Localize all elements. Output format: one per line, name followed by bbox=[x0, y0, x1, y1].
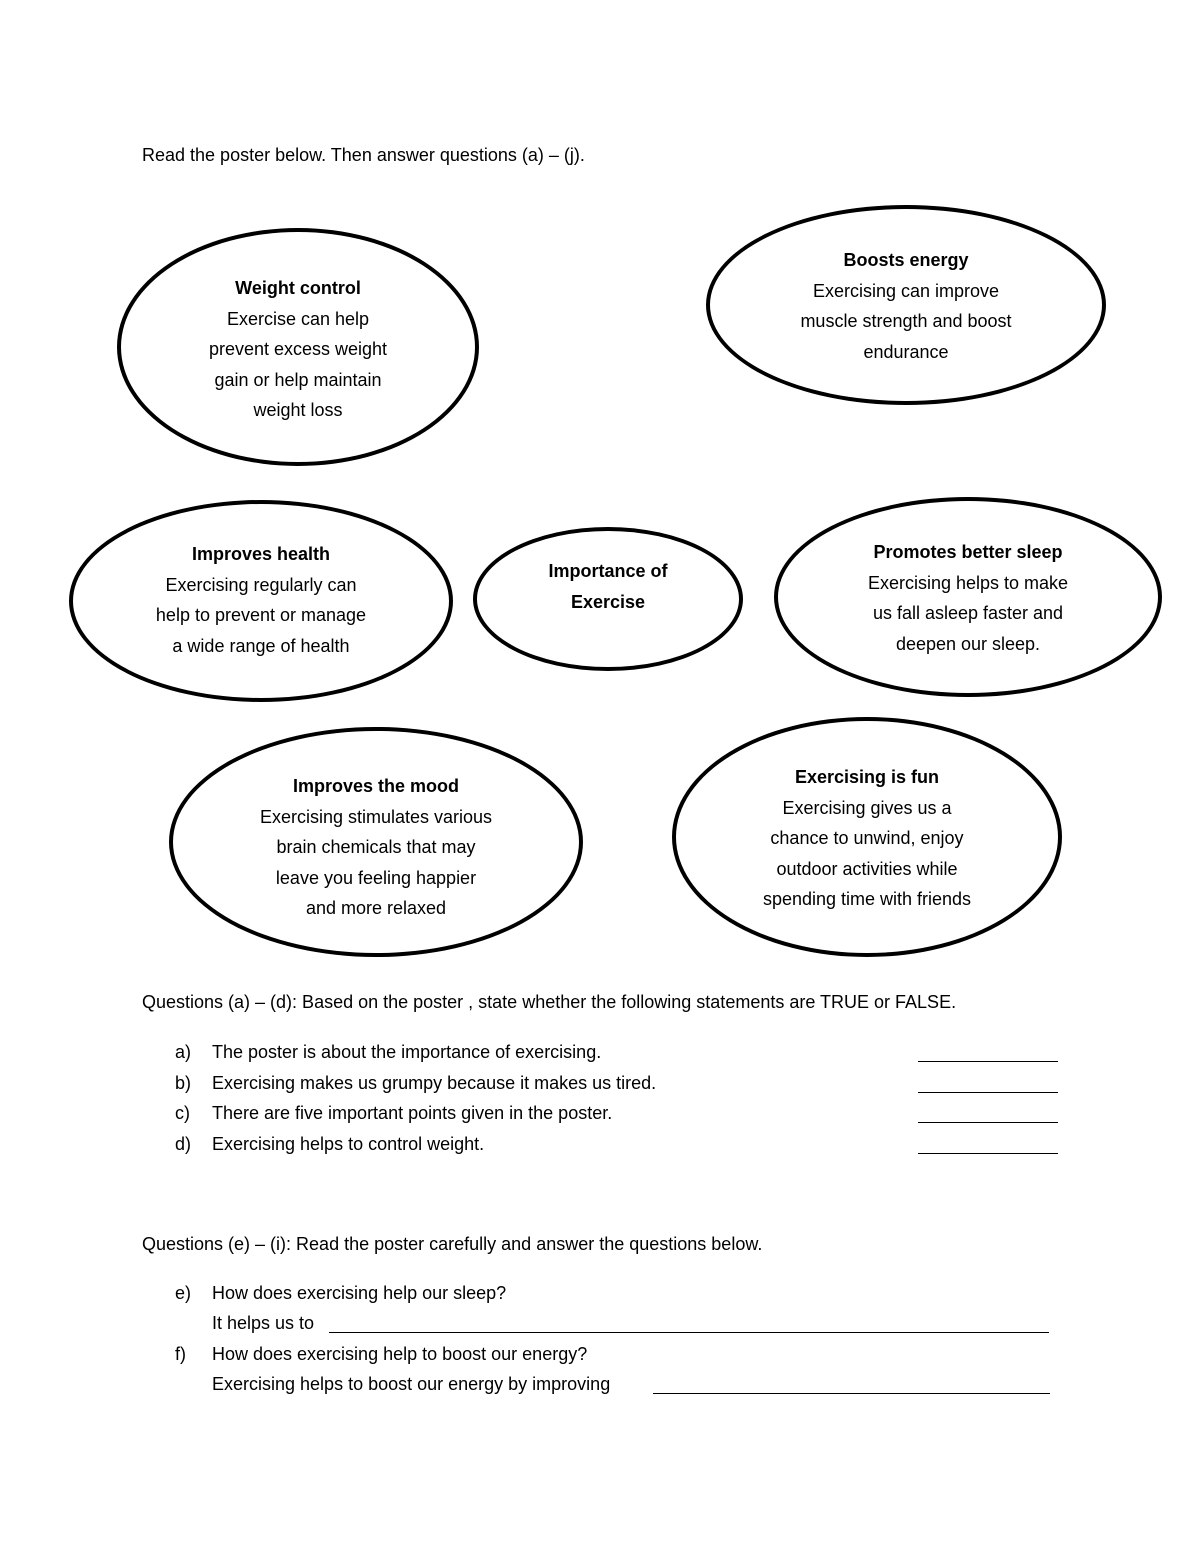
improves-mood-line: and more relaxed bbox=[305, 898, 447, 918]
boosts-energy-line: endurance bbox=[863, 341, 949, 362]
answer-prompt-e: It helps us to bbox=[212, 1313, 315, 1333]
question-e bbox=[175, 1283, 506, 1304]
question-letter: f) bbox=[175, 1344, 186, 1364]
question-letter: a) bbox=[175, 1042, 192, 1062]
improves-mood-line: Exercising stimulates various bbox=[259, 806, 493, 827]
answer-blank-a[interactable] bbox=[918, 1061, 1058, 1062]
weight-control-line: prevent excess weight bbox=[208, 339, 388, 359]
better-sleep-title: Promotes better sleep bbox=[873, 542, 1063, 562]
importance-of-exercise-bubble bbox=[473, 527, 743, 671]
question-a bbox=[175, 1042, 601, 1063]
question-f bbox=[175, 1344, 587, 1365]
question-b bbox=[175, 1073, 656, 1094]
exercising-fun-title: Exercising is fun bbox=[794, 767, 940, 787]
answer-blank-b[interactable] bbox=[918, 1092, 1058, 1093]
exercising-fun-line: spending time with friends bbox=[762, 889, 972, 909]
question-text: How does exercising help our sleep? bbox=[212, 1283, 507, 1303]
improves-mood-title: Improves the mood bbox=[292, 776, 460, 796]
answer-blank-c[interactable] bbox=[918, 1122, 1058, 1123]
weight-control-bubble bbox=[117, 228, 479, 466]
weight-control-line: weight loss bbox=[253, 400, 343, 420]
center-title-line: Importance of bbox=[548, 561, 668, 581]
boosts-energy-line: muscle strength and boost bbox=[800, 311, 1012, 331]
answer-prompt-f: Exercising helps to boost our energy by improving bbox=[212, 1374, 611, 1394]
improves-health-bubble bbox=[69, 500, 453, 702]
open-questions-heading: Questions (e) – (i): Read the poster carefully and answer the questions below. bbox=[142, 1234, 763, 1254]
true-false-heading: Questions (a) – (d): Based on the poster , state whether the following statements are TRUE or FALSE. bbox=[142, 992, 957, 1012]
question-text: Exercising makes us grumpy because it makes us tired. bbox=[212, 1073, 657, 1093]
exercising-fun-line: chance to unwind, enjoy bbox=[770, 828, 964, 848]
question-letter: b) bbox=[175, 1073, 192, 1093]
question-text: The poster is about the importance of exercising. bbox=[212, 1042, 602, 1062]
improves-mood-bubble bbox=[169, 727, 583, 957]
center-title-line: Exercise bbox=[570, 591, 646, 612]
better-sleep-line: deepen our sleep. bbox=[895, 633, 1041, 654]
boosts-energy-title: Boosts energy bbox=[843, 250, 969, 270]
weight-control-line: Exercise can help bbox=[226, 308, 370, 329]
improves-mood-line: leave you feeling happier bbox=[275, 867, 477, 888]
instruction-text: Read the poster below. Then answer questions (a) – (j). bbox=[142, 145, 585, 165]
question-text: Exercising helps to control weight. bbox=[212, 1134, 485, 1154]
question-c bbox=[175, 1103, 612, 1124]
question-letter: c) bbox=[175, 1103, 190, 1123]
question-text: How does exercising help to boost our energy? bbox=[212, 1344, 588, 1364]
question-d bbox=[175, 1134, 484, 1155]
question-letter: e) bbox=[175, 1283, 192, 1303]
better-sleep-line: us fall asleep faster and bbox=[872, 603, 1064, 623]
answer-line-e[interactable] bbox=[329, 1332, 1049, 1333]
improves-health-line: Exercising regularly can bbox=[165, 574, 357, 595]
improves-mood-line: brain chemicals that may bbox=[276, 837, 476, 857]
better-sleep-bubble bbox=[774, 497, 1162, 697]
exercising-fun-line: outdoor activities while bbox=[776, 858, 958, 879]
question-text: There are five important points given in the poster. bbox=[212, 1103, 613, 1123]
improves-health-line: help to prevent or manage bbox=[155, 605, 367, 625]
question-letter: d) bbox=[175, 1134, 192, 1154]
exercising-fun-line: Exercising gives us a bbox=[782, 797, 952, 818]
weight-control-line: gain or help maintain bbox=[214, 369, 382, 390]
better-sleep-line: Exercising helps to make bbox=[867, 572, 1069, 593]
exercising-fun-bubble bbox=[672, 717, 1062, 957]
answer-blank-d[interactable] bbox=[918, 1153, 1058, 1154]
boosts-energy-bubble bbox=[706, 205, 1106, 405]
improves-health-line: a wide range of health bbox=[172, 635, 350, 656]
weight-control-title: Weight control bbox=[235, 278, 361, 298]
boosts-energy-line: Exercising can improve bbox=[812, 280, 1000, 301]
improves-health-title: Improves health bbox=[191, 544, 331, 564]
answer-line-f[interactable] bbox=[653, 1393, 1050, 1394]
